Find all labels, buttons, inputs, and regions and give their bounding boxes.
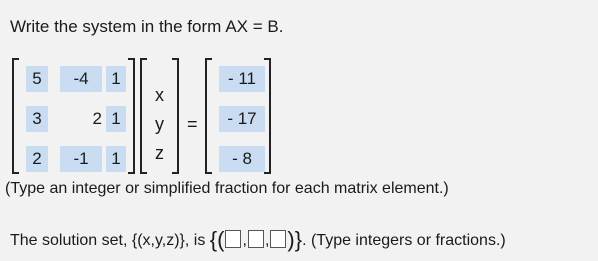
answer-brace-close: )}	[287, 227, 303, 252]
vector-x-x: x	[155, 85, 164, 105]
answer-brace-open: {(	[209, 227, 225, 252]
vector-b-left-bracket	[205, 58, 212, 174]
equals-sign: =	[187, 114, 198, 134]
vector-x-y: y	[155, 114, 164, 134]
prompt-equation: AX = B.	[225, 17, 284, 36]
prompt-text: Write the system in the form	[10, 17, 222, 36]
matrix-a-cell-r3c2[interactable]: -1	[60, 146, 102, 172]
matrix-a-right-bracket	[128, 58, 135, 174]
answer-prefix: The solution set, {(x,y,z)}, is	[10, 232, 206, 249]
matrix-a-cell-r2c2[interactable]: 2	[92, 109, 102, 128]
vector-b-cell-r2[interactable]: - 17	[219, 106, 265, 132]
question-prompt	[10, 17, 283, 37]
vector-x-left-bracket	[140, 58, 147, 174]
matrix-a-cell-r3c3[interactable]: 1	[106, 146, 126, 172]
answer-comma-2: ,	[264, 232, 270, 249]
matrix-a-cell-r3c1[interactable]: 2	[26, 146, 48, 172]
vector-x-right-bracket	[172, 58, 179, 174]
matrix-a-cell-r1c2[interactable]: -4	[60, 66, 102, 92]
answer-z-input[interactable]	[270, 230, 286, 248]
matrix-a-cell-r2c1[interactable]: 3	[26, 106, 48, 132]
matrix-a-cell-r1c3[interactable]: 1	[106, 66, 126, 92]
matrix-a-cell-r2c3[interactable]: 1	[106, 106, 126, 132]
vector-x-z: z	[155, 143, 164, 163]
solution-set-row	[10, 227, 506, 253]
answer-comma-1: ,	[242, 232, 247, 249]
answer-x-input[interactable]	[225, 230, 241, 248]
matrix-a-cell-r1c1[interactable]: 5	[26, 66, 48, 92]
vector-b-right-bracket	[264, 58, 271, 174]
vector-b-cell-r3[interactable]: - 8	[219, 146, 265, 172]
matrix-hint-text: (Type an integer or simplified fraction for each matrix element.)	[5, 180, 449, 197]
answer-y-input[interactable]	[248, 230, 264, 248]
answer-suffix: . (Type integers or fractions.)	[302, 232, 506, 249]
vector-b-cell-r1[interactable]: - 11	[219, 66, 265, 92]
matrix-a-left-bracket	[12, 58, 19, 174]
